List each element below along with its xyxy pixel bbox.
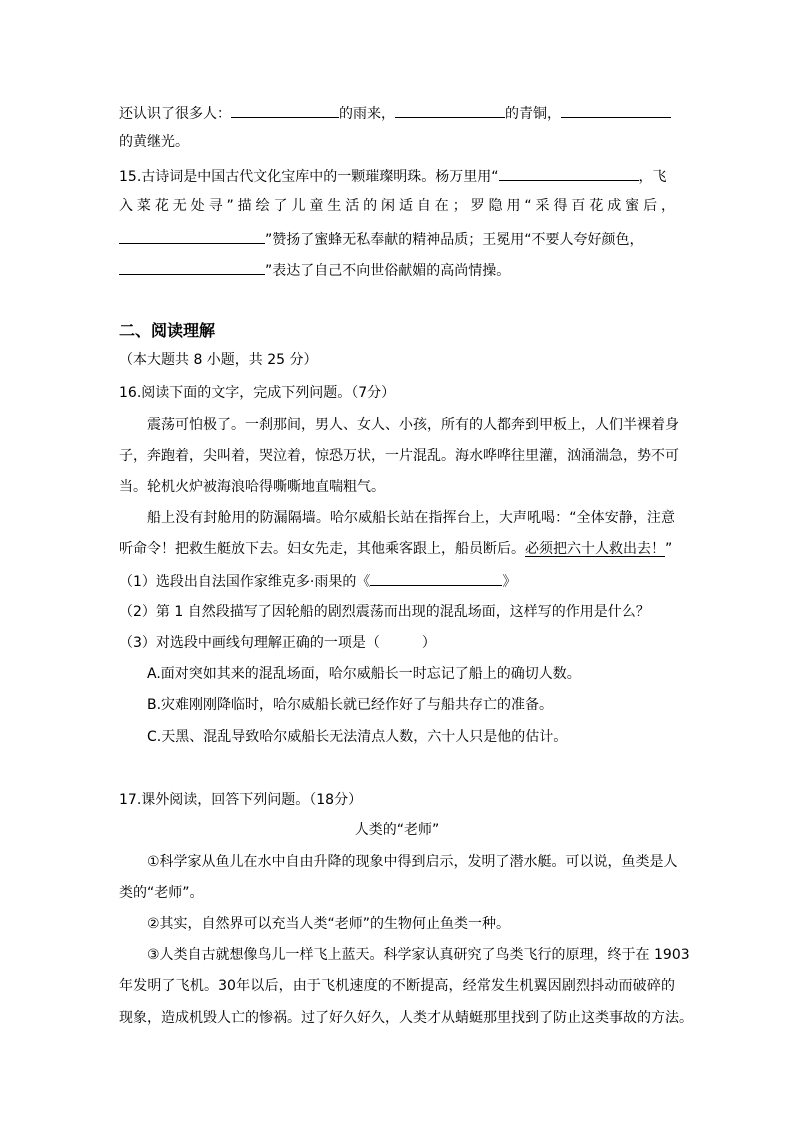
article-title: 人类的“老师” bbox=[354, 822, 440, 838]
q14-text-a: 还认识了很多人： bbox=[119, 106, 231, 122]
section-title: 二、阅读理解 bbox=[119, 321, 216, 340]
q16-option-a[interactable]: A.面对突如其来的混乱场面，哈尔威船长一时忘记了船上的确切人数。 bbox=[147, 666, 581, 682]
q16-option-c[interactable]: C.天黑、混乱导致哈尔威船长无法清点人数，六十人只是他的估计。 bbox=[147, 729, 568, 745]
q16-sub-2: （2）第 1 自然段描写了因轮船的剧烈震荡而出现的混乱场面，这样写的作用是什么？ bbox=[119, 604, 650, 620]
answer-blank[interactable] bbox=[395, 102, 505, 118]
q15-line-1 bbox=[119, 165, 675, 185]
q16-sub-text: （1）选段出自法国作家维克多·雨果的《 bbox=[119, 574, 371, 590]
q16-option-b[interactable]: B.灾难刚刚降临时，哈尔威船长就已经作好了与船共存亡的准备。 bbox=[147, 697, 554, 713]
answer-blank[interactable] bbox=[561, 102, 671, 118]
answer-blank[interactable] bbox=[370, 570, 502, 586]
q17-paragraph-3: 年发明了飞机。30年以后，由于飞机速度的不断提高，经常发生机翼因剧烈抖动而破碎的 bbox=[119, 978, 675, 994]
section-note: （本大题共 8 小题，共 25 分） bbox=[119, 352, 318, 368]
q16-sub-text: 》 bbox=[502, 574, 517, 590]
q16-heading: 16.阅读下面的文字，完成下列问题。（7分） bbox=[119, 385, 396, 401]
answer-blank[interactable] bbox=[119, 259, 265, 275]
q14-text-c: 的青铜， bbox=[505, 106, 561, 122]
q16-paragraph-1: 当。轮机火炉被海浪哈得嘶嘶地直喘粗气。 bbox=[119, 479, 385, 495]
q16-paragraph-1: 子，奔跑着，尖叫着，哭泣着，惊恐万状，一片混乱。海水哗哗往里灌，汹涌湍急，势不可 bbox=[119, 448, 679, 464]
q17-paragraph-3: ③人类自古就想像鸟儿一样飞上蓝天。科学家认真研究了鸟类飞行的原理，终于在 1903 bbox=[147, 947, 690, 963]
q15-text: ”表达了自己不向世俗献媚的高尚情操。 bbox=[265, 263, 511, 279]
q16-paragraph-2: 船上没有封舱用的防漏隔墙。哈尔威船长站在指挥台上，大声吼喝：“全体安静，注意 bbox=[147, 510, 675, 526]
q15-text: ，飞 bbox=[638, 169, 667, 185]
q16-paragraph-2 bbox=[119, 539, 675, 559]
q15-line-4 bbox=[119, 259, 675, 279]
q16-sub-3: （3）对选段中画线句理解正确的一项是（ ） bbox=[119, 635, 436, 651]
q16-paragraph-1: 震荡可怕极了。一刹那间，男人、女人、小孩，所有的人都奔到甲板上，人们半裸着身 bbox=[147, 417, 679, 433]
q14-line-2: 的黄继光。 bbox=[119, 134, 189, 150]
q17-heading: 17.课外阅读，回答下列问题。（18分） bbox=[119, 792, 363, 808]
q17-paragraph-1: ①科学家从鱼儿在水中自由升降的现象中得到启示，发明了潜水艇。可以说，鱼类是人 bbox=[147, 854, 678, 870]
answer-blank[interactable] bbox=[231, 102, 339, 118]
q17-paragraph-3: 现象，造成机毁人亡的惨祸。过了好久好久，人类才从蜻蜓那里找到了防止这类事故的方法。 bbox=[119, 1010, 693, 1026]
underlined-sentence: 必须把六十人救出去！ bbox=[525, 541, 665, 557]
q16-sub-1 bbox=[119, 570, 675, 590]
q15-line-2: 入菜花无处寻”描绘了儿童生活的闲适自在；罗隐用“采得百花成蜜后， bbox=[119, 198, 675, 214]
q14-text-b: 的雨来， bbox=[339, 106, 395, 122]
q16-text: 听命令！把救生艇放下去。妇女先走，其他乘客跟上，船员断后。 bbox=[119, 541, 525, 557]
q15-text: ”赞扬了蜜蜂无私奉献的精神品质；王冕用“不要人夸好颜色， bbox=[265, 232, 644, 248]
answer-blank[interactable] bbox=[499, 165, 639, 181]
q14-line-1 bbox=[119, 102, 675, 122]
q15-text: 15.古诗词是中国古代文化宝库中的一颗璀璨明珠。杨万里用“ bbox=[119, 169, 499, 185]
q17-paragraph-1: 类的“老师”。 bbox=[119, 885, 204, 901]
q17-paragraph-2: ②其实，自然界可以充当人类“老师”的生物何止鱼类一种。 bbox=[147, 916, 511, 932]
q15-line-3 bbox=[119, 228, 675, 248]
q16-text: ” bbox=[665, 541, 673, 557]
answer-blank[interactable] bbox=[119, 228, 265, 244]
